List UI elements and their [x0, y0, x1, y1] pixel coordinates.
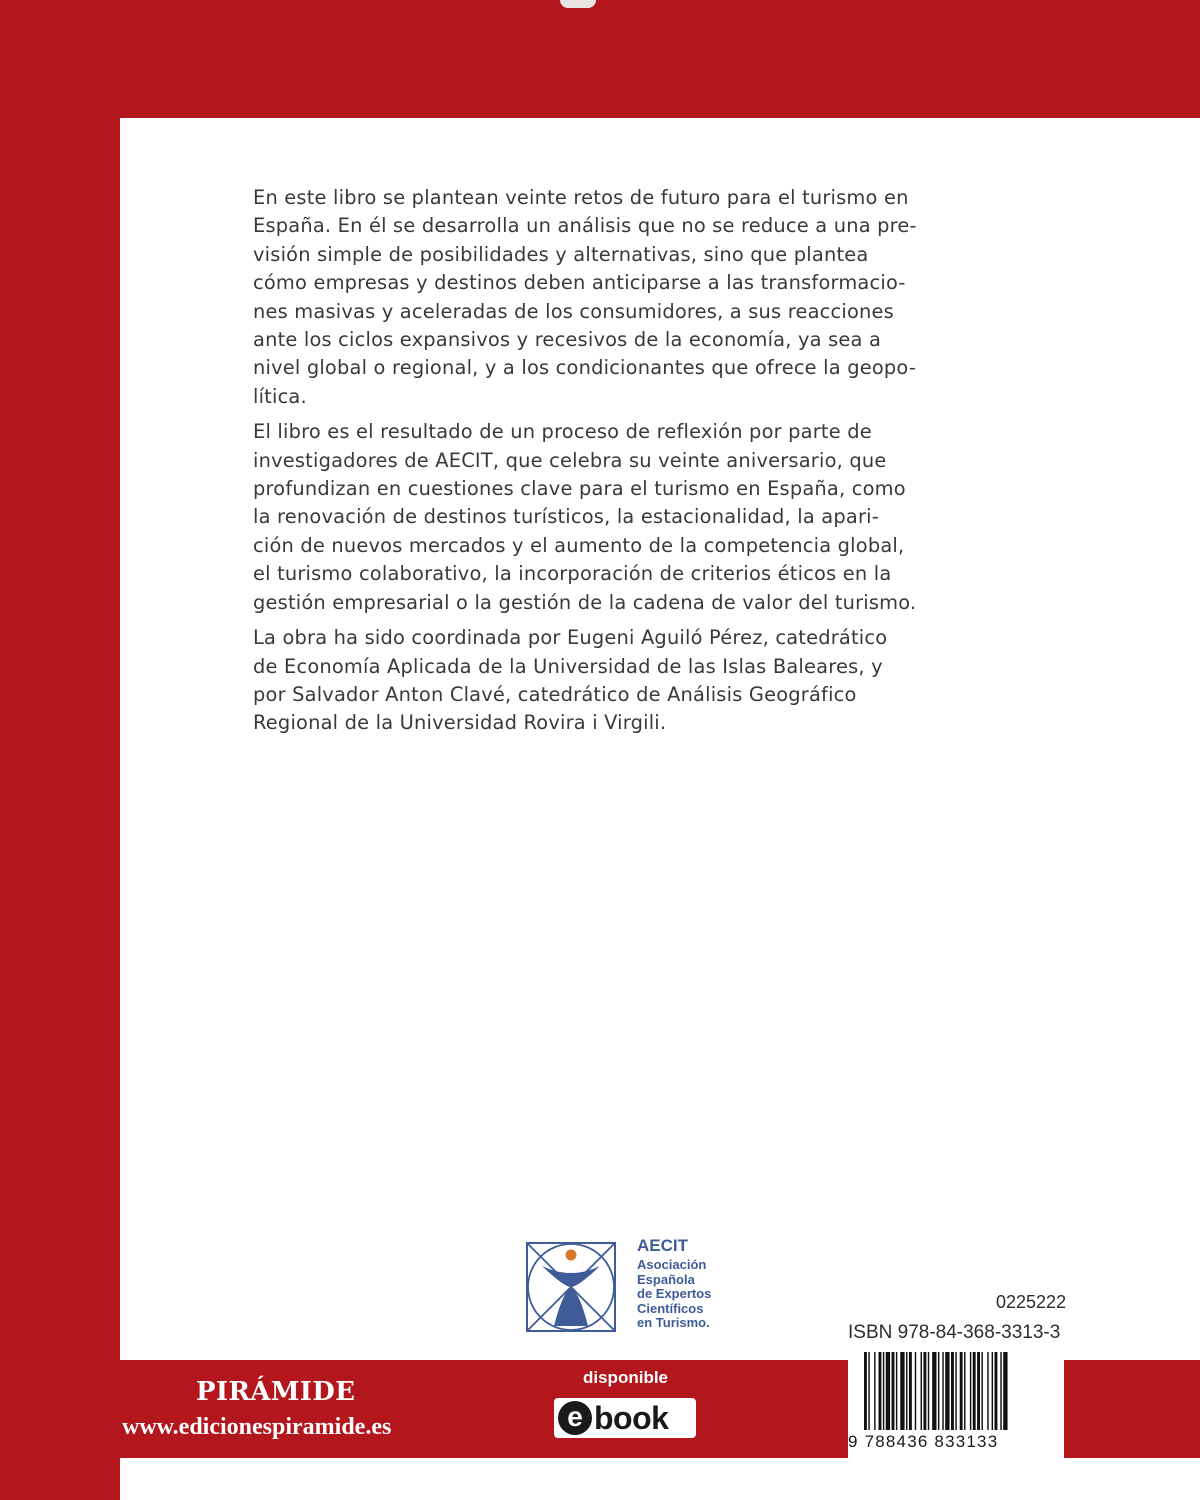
- blurb-line: España. En él se desarrolla un análisis que no se reduce a una pre-: [253, 214, 917, 238]
- blurb-line: ción de nuevos mercados y el aumento de la competencia global,: [253, 533, 905, 557]
- aecit-name-block: [637, 1236, 711, 1331]
- white-panel-bottom-strip: [120, 1458, 1200, 1500]
- aecit-name-line-2: Española: [637, 1271, 695, 1287]
- blurb-line: nivel global o regional, y a los condicionantes que ofrece la geopo-: [253, 356, 917, 380]
- back-cover-blurb: [253, 184, 973, 745]
- aecit-name-line-3: de Expertos: [637, 1286, 712, 1301]
- ebook-word: book: [594, 1399, 669, 1436]
- isbn-number: ISBN 978-84-368-3313-3: [848, 1322, 1061, 1343]
- ebook-available-label: disponible: [583, 1368, 668, 1387]
- blurb-line: por Salvador Anton Clavé, catedrático de Análisis Geográfico: [253, 682, 857, 706]
- blurb-line: el turismo colaborativo, la incorporación de criterios éticos en la: [253, 562, 892, 586]
- internal-code: 0225222: [996, 1292, 1067, 1312]
- blurb-line: En este libro se plantean veinte retos de futuro para el turismo en: [253, 186, 909, 209]
- blurb-paragraph: [253, 418, 973, 617]
- barcode-digits: 9 788436 833133: [848, 1432, 999, 1451]
- barcode-icon: [864, 1352, 1060, 1430]
- blurb-line: visión simple de posibilidades y alternativas, sino que plantea: [253, 242, 869, 266]
- blurb-line: ante los ciclos expansivos y recesivos de la economía, ya sea a: [253, 328, 882, 352]
- aecit-name-line-1: Asociación: [637, 1257, 707, 1272]
- blurb-line: La obra ha sido coordinada por Eugeni Aguiló Pérez, catedrático: [253, 626, 888, 650]
- aecit-title: AECIT: [637, 1236, 688, 1255]
- ebook-badge: [554, 1398, 696, 1438]
- blurb-line: gestión empresarial o la gestión de la cadena de valor del turismo.: [253, 590, 917, 614]
- cover-notch: [560, 0, 596, 8]
- aecit-logo-icon: [526, 1242, 616, 1332]
- aecit-name-line-5: en Turismo.: [637, 1315, 710, 1330]
- blurb-line: Regional de la Universidad Rovira i Virgili.: [253, 711, 667, 735]
- blurb-paragraph: [253, 184, 973, 411]
- ebook-e-icon: e: [558, 1401, 592, 1435]
- aecit-name-line-4: Científicos: [637, 1300, 704, 1316]
- blurb-line: investigadores de AECIT, que celebra su veinte aniversario, que: [253, 448, 887, 472]
- publisher-website[interactable]: www.edicionespiramide.es: [122, 1414, 392, 1440]
- blurb-line: profundizan en cuestiones clave para el turismo en España, como: [253, 477, 906, 501]
- blurb-line: de Economía Aplicada de la Universidad de las Islas Baleares, y: [253, 654, 883, 678]
- barcode-area: [848, 1348, 1064, 1460]
- blurb-line: cómo empresas y destinos deben anticiparse a las transformacio-: [253, 271, 906, 295]
- blurb-line: El libro es el resultado de un proceso de reflexión por parte de: [253, 420, 872, 444]
- blurb-line: lítica.: [253, 384, 307, 408]
- blurb-line: la renovación de destinos turísticos, la estacionalidad, la apari-: [253, 505, 879, 529]
- blurb-line: nes masivas y aceleradas de los consumidores, a sus reacciones: [253, 299, 894, 323]
- blurb-paragraph: [253, 624, 973, 738]
- publisher-name: PIRÁMIDE: [196, 1377, 356, 1407]
